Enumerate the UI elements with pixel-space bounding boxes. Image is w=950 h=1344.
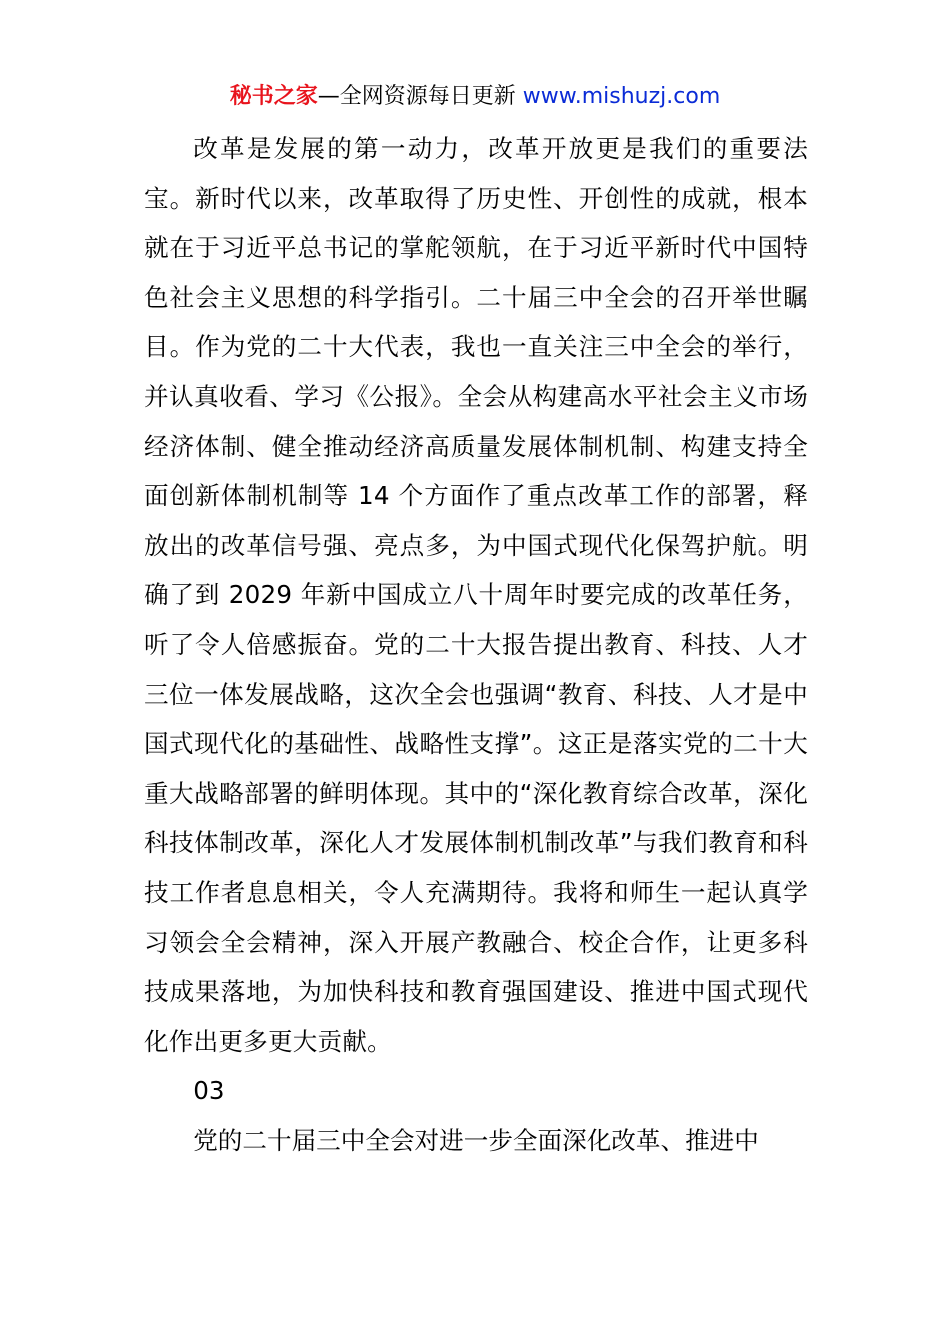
header-brand: 秘书之家: [229, 84, 318, 109]
header-site-link[interactable]: www.mishuzj.com: [522, 84, 721, 109]
section-number: 03: [193, 1076, 225, 1106]
header-tagline: —全网资源每日更新: [317, 84, 516, 109]
paragraph-reform: 改革是发展的第一动力，改革开放更是我们的重要法宝。新时代以来，改革取得了历史性、开创性的成就，根本就在于习近平总书记的掌舵领航，在于习近平新时代中国特色社会主义思想的科学指引。二十届三中全会的召开举世瞩目。作为党的二十大代表，我也一直关注三中全会的举行，并认真收看、学习《公报》。全会从构建高水平社会主义市场经济体制、健全推动经济高质量发展体制机制、构建支持全面创新体制机制等 14 个方面作了重点改革工作的部署，释放出的改革信号强、亮点多，为中国式现代化保驾护航。明确了到 2029 年新中国成立八十周年时要完成的改革任务，听了令人倍感振奋。党的二十大报告提出教育、科技、人才三位一体发展战略，这次全会也强调“教育、科技、人才是中国式现代化的基础性、战略性支撑”。这正是落实党的二十大重大战略部署的鲜明体现。其中的“深化教育综合改革，深化科技体制改革，深化人才发展体制机制改革”与我们教育和科技工作者息息相关，令人充满期待。我将和师生一起认真学习领会全会精神，深入开展产教融合、校企合作，让更多科技成果落地，为加快科技和教育强国建设、推进中国式现代化作出更多更大贡献。: [144, 134, 808, 1056]
page-header: [0, 80, 950, 114]
document-body: [144, 124, 808, 1165]
paragraph-plenum: 党的二十届三中全会对进一步全面深化改革、推进中: [193, 1125, 759, 1155]
